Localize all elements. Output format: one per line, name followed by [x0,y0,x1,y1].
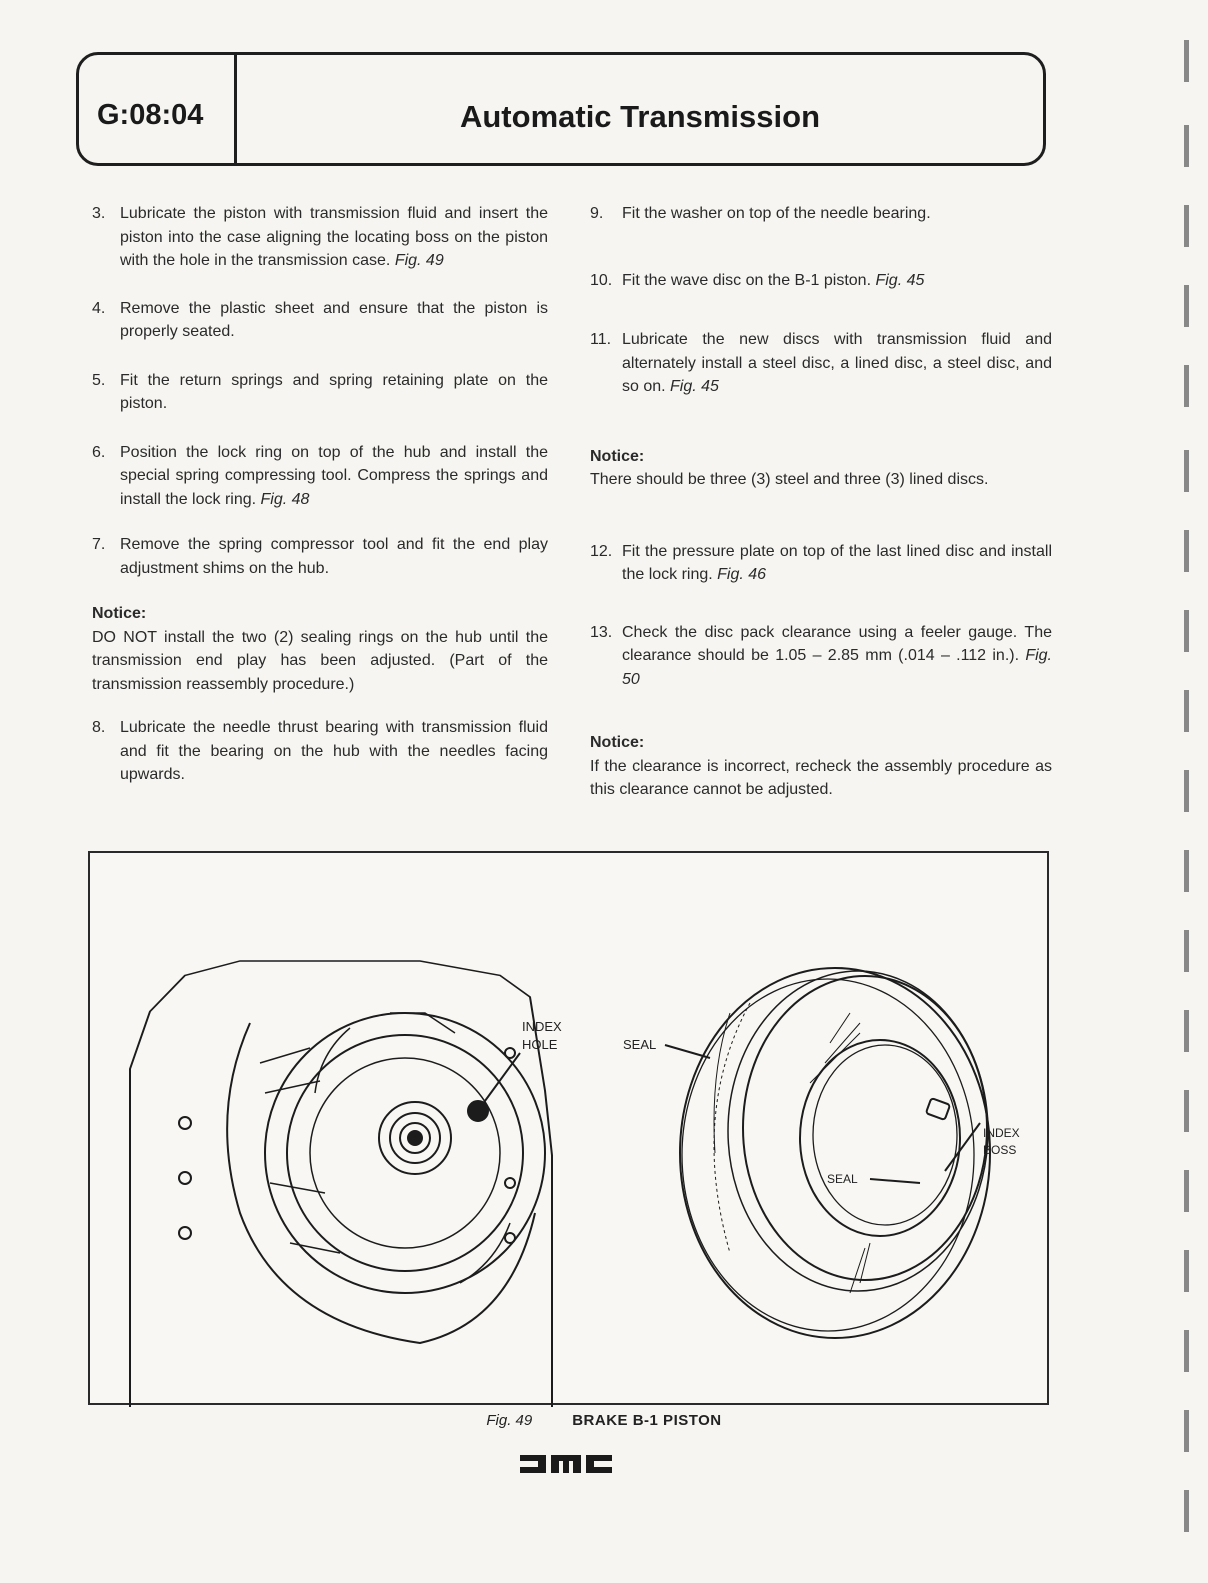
label-index-hole-1: INDEX [522,1019,562,1034]
notice-title: Notice: [590,447,645,465]
step-8 [92,716,548,787]
step-9 [590,202,1052,226]
step-number: 10. [590,271,613,289]
notice-box [92,602,548,696]
figure-49 [88,851,1049,1405]
figure-reference: Fig. 50 [622,647,1052,688]
step-6 [92,441,548,512]
step-11 [590,328,1052,399]
notice-box [590,731,1052,802]
transmission-case-drawing [130,961,552,1407]
step-text: Lubricate the piston with transmission fluid and insert the piston into the case aligning the locating boss on the piston with the hole in the transmission case. [120,205,548,269]
step-7 [92,533,548,580]
notice-title: Notice: [590,734,645,751]
label-seal-outer: SEAL [623,1037,657,1052]
figure-reference: Fig. 49 [394,252,444,269]
seal-inner-arrow [870,1179,920,1183]
notice-body: There should be three (3) steel and three (3) lined discs. [590,471,989,488]
dmc-logo-icon [520,1453,612,1480]
page-header [76,52,1046,166]
step-text: Remove the spring compressor tool and fit the end play adjustment shims on the hub. [120,536,548,577]
step-number: 9. [590,205,604,222]
figure-reference: Fig. 46 [717,566,767,583]
binder-tab-marks [1170,0,1208,1583]
label-index-hole-2: HOLE [522,1037,558,1052]
step-text: Fit the pressure plate on top of the last lined disc and install the lock ring. [622,542,1052,583]
dmc-logo-graphic [520,1453,612,1475]
notice-box [590,445,1052,492]
seal-outer-arrow [665,1045,710,1058]
caption-title: BRAKE B-1 PISTON [572,1412,722,1429]
step-number: 3. [92,205,106,222]
right-column [590,202,1052,802]
step-number: 13. [590,623,613,641]
step-number: 11. [590,331,612,348]
step-text: Remove the plastic sheet and ensure that the piston is properly seated. [120,299,548,340]
figure-reference: Fig. 48 [260,490,310,508]
step-number: 7. [92,536,106,553]
step-text: Fit the wave disc on the B-1 piston. [622,271,876,289]
step-text: Fit the washer on top of the needle bearing. [622,205,931,222]
figure-reference: Fig. 45 [875,271,925,289]
label-index-boss-2: BOSS [983,1143,1017,1157]
piston-drawing [680,968,990,1338]
figure-illustration [90,853,1051,1407]
index-boss-arrow [945,1123,980,1171]
step-number: 5. [92,371,106,389]
step-number: 8. [92,719,106,736]
label-seal-inner: SEAL [827,1172,858,1186]
step-3 [92,202,548,273]
notice-body: If the clearance is incorrect, recheck the assembly procedure as this clearance cannot be adjusted. [590,757,1052,798]
step-10 [590,269,1052,293]
step-number: 12. [590,542,613,560]
step-13 [590,621,1052,692]
notice-body: DO NOT install the two (2) sealing rings on the hub until the transmission end play has been adjusted. (Part of the transmission reassembly procedure.) [92,628,548,693]
label-index-boss-1: INDEX [983,1126,1020,1140]
step-text: Position the lock ring on top of the hub and install the special spring compressing tool. Compress the springs and install the lock ring. [120,443,548,508]
figure-reference: Fig. 45 [670,378,719,395]
caption-figure-number: Fig. 49 [486,1412,533,1429]
figure-caption [0,1412,1208,1429]
step-number: 6. [92,443,106,461]
step-12 [590,540,1052,587]
step-4 [92,297,548,344]
index-hole-arrow [482,1053,520,1105]
notice-title: Notice: [92,605,147,622]
step-5 [92,369,548,416]
page-title: Automatic Transmission [459,99,821,134]
step-text: Check the disc pack clearance using a feeler gauge. The clearance should be 1.05 – 2.85 mm (.014 – .112 in.). [622,623,1052,664]
step-text: Fit the return springs and spring retaining plate on the piston. [120,371,548,412]
step-text: Lubricate the needle thrust bearing with transmission fluid and fit the bearing on the hub with the needles facing upwards. [120,719,548,783]
step-text: Lubricate the new discs with transmission fluid and alternately install a steel disc, a lined disc, a steel disc, and so on. [622,331,1052,395]
step-number: 4. [92,299,106,317]
section-code: G:08:04 [97,99,204,131]
left-column [92,202,548,787]
